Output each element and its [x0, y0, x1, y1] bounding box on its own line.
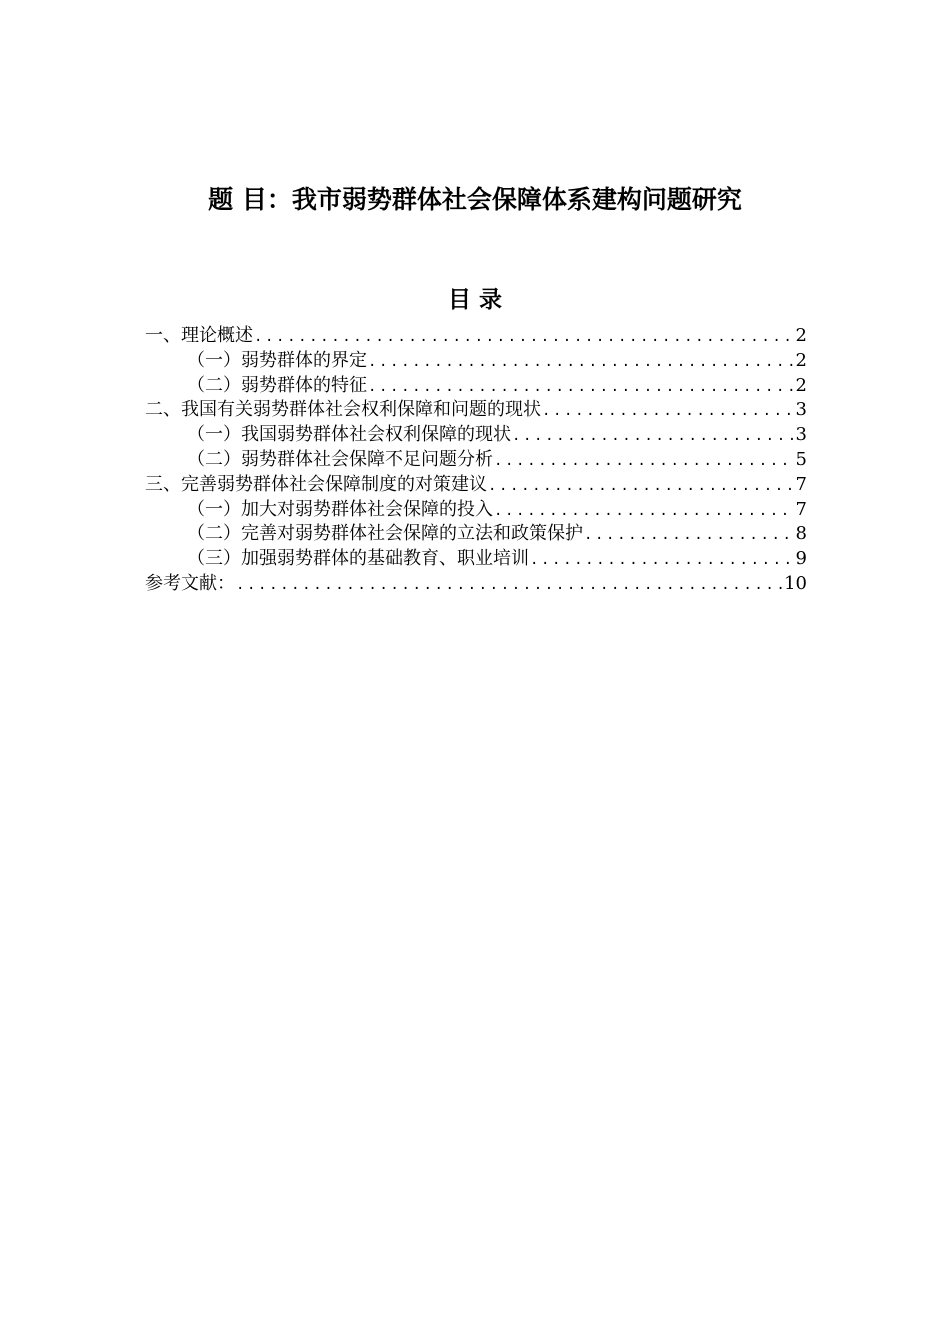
toc-entry[interactable] — [145, 423, 807, 448]
toc-dot-leader — [512, 424, 795, 448]
toc-entry-text: （二）弱势群体的特征 — [187, 374, 367, 396]
toc-dot-leader — [236, 573, 783, 597]
document-title-label: 题 目： — [208, 185, 292, 214]
table-of-contents — [145, 324, 807, 597]
toc-entry[interactable] — [145, 374, 807, 399]
toc-dot-leader — [494, 499, 795, 523]
toc-entry-page: 2 — [795, 374, 807, 396]
toc-entry-text: 二、我国有关弱势群体社会权利保障和问题的现状 — [145, 399, 541, 421]
toc-entry-page: 3 — [795, 424, 807, 446]
toc-entry-text: （三）加强弱势群体的基础教育、职业培训 — [187, 548, 529, 570]
toc-entry-page: 9 — [795, 548, 807, 570]
toc-entry-text: 参考文献： — [145, 572, 235, 594]
toc-heading: 目 录 — [447, 286, 502, 313]
toc-dot-leader — [584, 523, 795, 547]
toc-entry-text: （一）弱势群体的界定 — [187, 349, 367, 371]
toc-entry-text: 三、完善弱势群体社会保障制度的对策建议 — [145, 473, 487, 495]
toc-entry[interactable] — [145, 473, 807, 498]
document-title-text: 我市弱势群体社会保障体系建构问题研究 — [291, 185, 742, 214]
toc-entry-page: 7 — [795, 473, 807, 495]
toc-entry-text: （一）我国弱势群体社会权利保障的现状 — [187, 424, 511, 446]
toc-entry-text: （一）加大对弱势群体社会保障的投入 — [187, 498, 493, 520]
toc-entry[interactable] — [145, 572, 807, 597]
toc-dot-leader — [494, 449, 795, 473]
toc-entry-page: 2 — [795, 349, 807, 371]
toc-entry-page: 2 — [795, 325, 807, 346]
toc-dot-leader — [254, 325, 795, 349]
toc-entry-page: 10 — [784, 572, 807, 594]
toc-entry-text: （二）弱势群体社会保障不足问题分析 — [187, 448, 493, 470]
toc-entry-page: 8 — [795, 523, 807, 545]
toc-entry[interactable] — [145, 349, 807, 374]
toc-entry[interactable] — [145, 448, 807, 473]
toc-dot-leader — [368, 350, 795, 374]
toc-entry-text: （二）完善对弱势群体社会保障的立法和政策保护 — [187, 523, 583, 545]
toc-entry[interactable] — [145, 324, 807, 349]
toc-entry-page: 3 — [795, 399, 807, 421]
document-title — [0, 182, 950, 218]
toc-dot-leader — [368, 375, 795, 399]
toc-entry-page: 5 — [795, 448, 807, 470]
toc-entry[interactable] — [145, 398, 807, 423]
toc-dot-leader — [488, 474, 795, 498]
toc-entry[interactable] — [145, 498, 807, 523]
toc-entry[interactable] — [145, 547, 807, 572]
toc-entry-page: 7 — [795, 498, 807, 520]
toc-dot-leader — [542, 399, 795, 423]
toc-dot-leader — [530, 548, 795, 572]
toc-entry[interactable] — [145, 522, 807, 547]
toc-entry-text: 一、理论概述 — [145, 325, 253, 346]
